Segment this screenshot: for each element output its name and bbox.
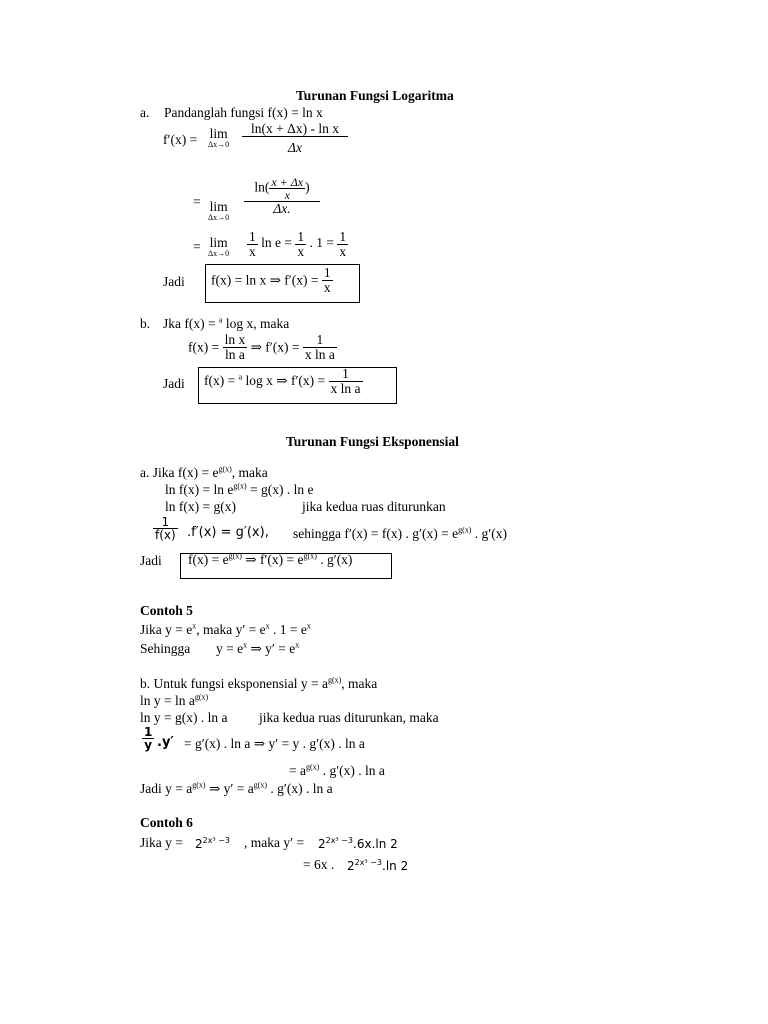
b-line: f(x) = $\frac{\text{ln x}}{\text{ln a}}$ ⇒ f′(x) = $\frac{1}{\text{x ln a}}$ <box>188 332 335 362</box>
exp-l2a: ln f(x) = g(x) <box>165 499 236 514</box>
exp-b-l3-frac: $\frac{1}{y}$ <box>144 725 153 752</box>
exp-b-text: b. Untuk fungsi eksponensial $y = a^{g(x)}$, maka <box>140 675 378 691</box>
contoh5-title: Contoh 5 <box>140 603 193 618</box>
exp-l3-frac: $\frac{1}{f(x)}$ <box>155 515 176 542</box>
exp-l2b: jika kedua ruas diturunkan <box>302 499 446 514</box>
title-eksponensial: Turunan Fungsi Eksponensial <box>286 434 459 449</box>
contoh6-l2a: = 6x . <box>303 857 335 872</box>
item-a-text: Pandanglah fungsi f(x) = ln x <box>164 105 323 120</box>
line3-expr: $\frac{1}{x}$ ln e = $\frac{1}{x}$ . 1 = $\frac{1}{x}$ <box>249 229 347 259</box>
exp-l3-rest: sehingga f′(x) = f(x) . $g'(x) = e^{g(x)}$ . g′(x) <box>293 525 507 541</box>
contoh6-power-1: $2^{2x^3 -3}$ <box>195 836 231 851</box>
exp-l3-eq: .f′(x) = g′(x), <box>187 525 269 540</box>
limit-1: lim Δx→0 <box>208 126 230 149</box>
fraction-1: $\frac{\text{ln(x + Δx) - ln x}}{\Delta x}$ <box>242 122 348 154</box>
result-3: $f(x) = e^{g(x)}$ ⇒ $f'(x) = e^{g(x)}$ . g′(x) <box>188 551 353 567</box>
contoh5-l1: Jika $y = e^x$, maka $y' = e^x$ . $1 = e^x$ <box>140 621 311 637</box>
contoh6-l1b: , maka y′ = <box>244 835 305 850</box>
deriv-lhs: f′(x) = <box>163 132 198 147</box>
exp-l1: $\ln f(x) = \ln e^{g(x)} = g(x)$ . ln e <box>165 481 314 497</box>
contoh5-l2a: Sehingga <box>140 641 191 656</box>
limit-3: lim Δx→0 <box>208 235 230 258</box>
limit-2: lim Δx→0 <box>208 199 230 222</box>
exp-b-l2b: jika kedua ruas diturunkan, maka <box>259 710 439 725</box>
contoh6-power-2: $2^{2x^3 -3}.6x.\ln$ 2 <box>318 836 398 851</box>
item-b-text: Jka f(x) = $^a$ log x, maka <box>163 315 290 331</box>
jadi-2: Jadi <box>163 376 185 391</box>
item-b-label: b. <box>140 316 151 331</box>
exp-b-l1: $\ln y = \ln a^{g(x)}$ <box>140 692 209 708</box>
exp-b-jadi: Jadi $y = a^{g(x)}$ ⇒ $y' = a^{g(x)}$ . g′(x) . ln a <box>140 780 333 796</box>
eq-2: = <box>193 194 201 209</box>
item-a-label: a. <box>140 105 150 120</box>
exp-b-l4: = $a^{g(x)}$ . g′(x) . ln a <box>289 762 385 778</box>
eq-3: = <box>193 239 201 254</box>
fraction-2: ln( $\frac{x + \Delta x}{x}$ ) Δx. <box>244 176 320 216</box>
exp-b-l2a: ln y = g(x) . ln a <box>140 710 228 725</box>
result-1: f(x) = ln x ⇒ f′(x) = $\frac{1}{x}$ <box>211 265 331 295</box>
jadi-3: Jadi <box>140 553 162 568</box>
jadi-1: Jadi <box>163 274 185 289</box>
contoh5-l2b: $y = e^x$ ⇒ $y' = e^x$ <box>216 640 300 656</box>
contoh6-power-3: $2^{2x^3 -3}.\ln$ 2 <box>347 858 409 873</box>
title-logaritma: Turunan Fungsi Logaritma <box>296 88 454 103</box>
exp-b-l3-rest: = g′(x) . ln a ⇒ y′ = y . g′(x) . ln a <box>184 736 365 751</box>
result-2: f(x) = $^a$ log x ⇒ f′(x) = $\frac{1}{\text{x ln a}}$ <box>204 366 361 396</box>
exp-a-text: a. Jika $f(x) = e^{g(x)}$, maka <box>140 464 268 480</box>
contoh6-title: Contoh 6 <box>140 815 193 830</box>
contoh6-l1a: Jika y = <box>140 835 183 850</box>
exp-b-l3-mid: .y′ <box>157 735 174 750</box>
